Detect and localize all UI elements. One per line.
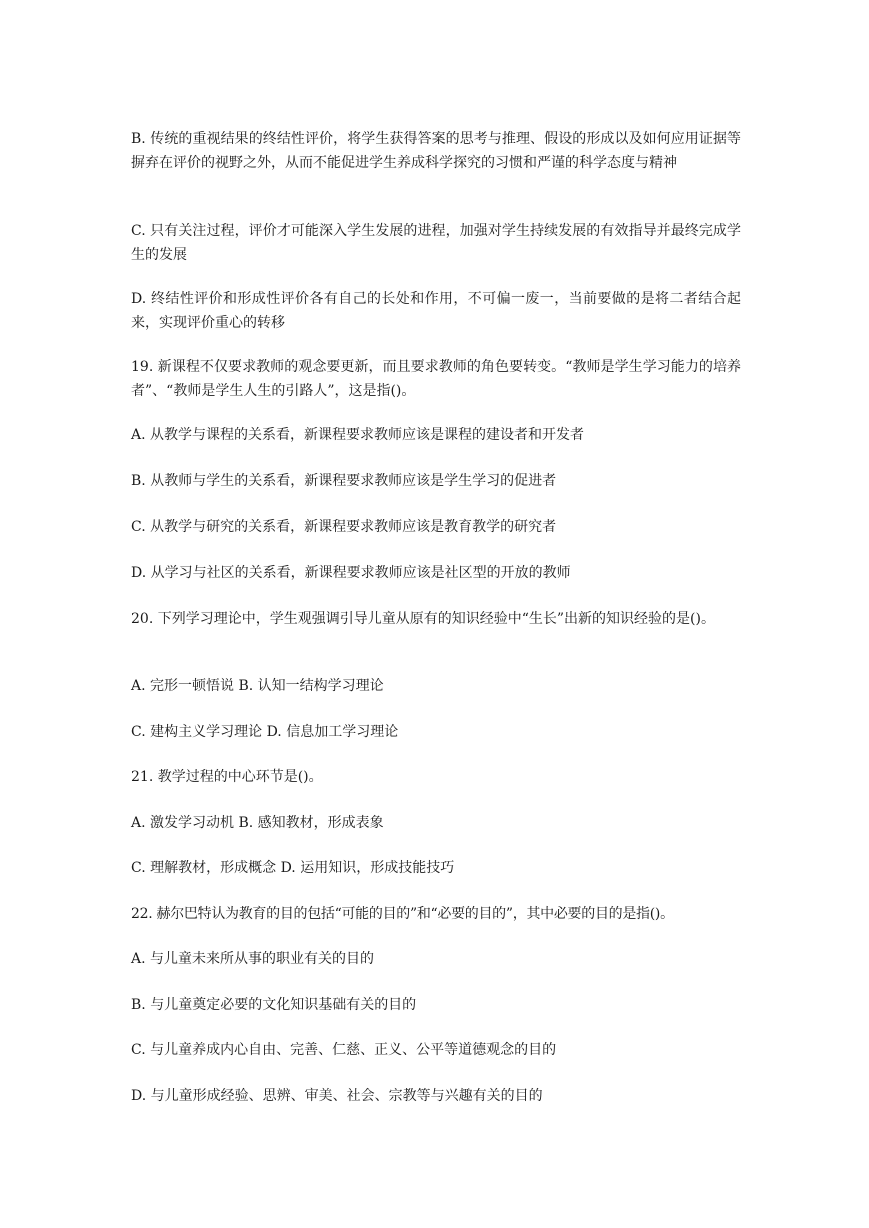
option-20-cd: C. 建构主义学习理论 D. 信息加工学习理论 (131, 724, 399, 740)
option-19-c: C. 从教学与研究的关系看，新课程要求教师应该是教育教学的研究者 (131, 519, 557, 535)
option-20-ab: A. 完形一顿悟说 B. 认知一结构学习理论 (131, 678, 384, 694)
option-19-a: A. 从教学与课程的关系看，新课程要求教师应该是课程的建设者和开发者 (131, 427, 585, 443)
option-22-c: C. 与儿童养成内心自由、完善、仁慈、正义、公平等道德观念的目的 (131, 1042, 557, 1058)
option-22-d: D. 与儿童形成经验、思辨、审美、社会、宗教等与兴趣有关的目的 (131, 1088, 543, 1104)
option-18-b: B. 传统的重视结果的终结性评价，将学生获得答案的思考与推理、假设的形成以及如何应用证据等摒弃在评价的视野之外，从而不能促进学生养成科学探究的习惯和严谨的科学态度与精神 (131, 131, 741, 171)
option-18-c: C. 只有关注过程，评价才可能深入学生发展的进程，加强对学生持续发展的有效指导并最终完成学生的发展 (131, 223, 741, 263)
option-19-b: B. 从教师与学生的关系看，新课程要求教师应该是学生学习的促进者 (131, 473, 557, 489)
option-22-b: B. 与儿童奠定必要的文化知识基础有关的目的 (131, 997, 417, 1013)
question-22: 22. 赫尔巴特认为教育的目的包括“可能的目的”和“必要的目的”，其中必要的目的是指()。 (131, 906, 674, 922)
question-19: 19. 新课程不仅要求教师的观念要更新，而且要求教师的角色要转变。“教师是学生学习能力的培养者”、“教师是学生人生的引路人”，这是指()。 (131, 359, 741, 399)
option-21-ab: A. 激发学习动机 B. 感知教材，形成表象 (131, 815, 384, 831)
option-22-a: A. 与儿童未来所从事的职业有关的目的 (131, 951, 375, 967)
option-19-d: D. 从学习与社区的关系看，新课程要求教师应该是社区型的开放的教师 (131, 565, 571, 581)
question-20: 20. 下列学习理论中，学生观强调引导儿童从原有的知识经验中“生长”出新的知识经验的是()。 (131, 611, 715, 627)
question-21: 21. 教学过程的中心环节是()。 (131, 769, 323, 785)
option-21-cd: C. 理解教材，形成概念 D. 运用知识，形成技能技巧 (131, 860, 455, 876)
option-18-d: D. 终结性评价和形成性评价各有自己的长处和作用，不可偏一废一，当前要做的是将二者结合起来，实现评价重心的转移 (131, 291, 741, 331)
